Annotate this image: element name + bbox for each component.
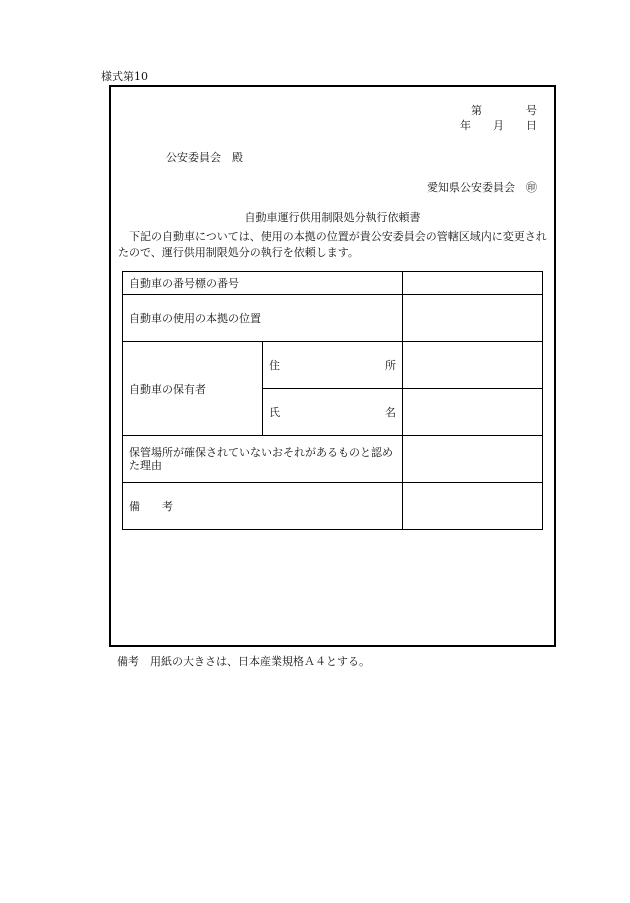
remarks-label: 備 考	[123, 483, 403, 530]
base-location-field[interactable]	[403, 295, 543, 342]
info-table	[122, 271, 543, 530]
addressee: 公安委員会 殿	[166, 151, 243, 164]
owner-name-label: 氏 名	[263, 389, 403, 436]
table-row	[123, 272, 543, 295]
sender: 愛知県公安委員会 ㊞	[427, 181, 537, 194]
owner-label: 自動車の保有者	[123, 342, 263, 436]
form-frame	[109, 85, 556, 647]
parking-reason-field[interactable]	[403, 436, 543, 483]
plate-number-label: 自動車の番号標の番号	[123, 272, 403, 295]
plate-number-field[interactable]	[403, 272, 543, 295]
base-location-label: 自動車の使用の本拠の位置	[123, 295, 403, 342]
owner-address-label: 住 所	[263, 342, 403, 389]
form-number-label: 様式第10	[101, 70, 148, 83]
document-title: 自動車運行供用制限処分執行依頼書	[244, 211, 421, 224]
date-line: 年 月 日	[460, 119, 537, 132]
owner-address-field[interactable]	[403, 342, 543, 389]
table-row	[123, 342, 543, 389]
parking-reason-label: 保管場所が確保されていないおそれがあるものと認めた理由	[123, 436, 403, 483]
owner-name-field[interactable]	[403, 389, 543, 436]
body-text: 下記の自動車については、使用の本拠の位置が貴公安委員会の管轄区域内に変更されたので、運行供用制限処分の執行を依頼します。	[118, 230, 547, 259]
table-row	[123, 436, 543, 483]
remarks-field[interactable]	[403, 483, 543, 530]
footer-note: 備考 用紙の大きさは、日本産業規格Ａ４とする。	[117, 655, 370, 668]
table-row	[123, 295, 543, 342]
document-number-line: 第 号	[471, 104, 537, 117]
table-row	[123, 483, 543, 530]
